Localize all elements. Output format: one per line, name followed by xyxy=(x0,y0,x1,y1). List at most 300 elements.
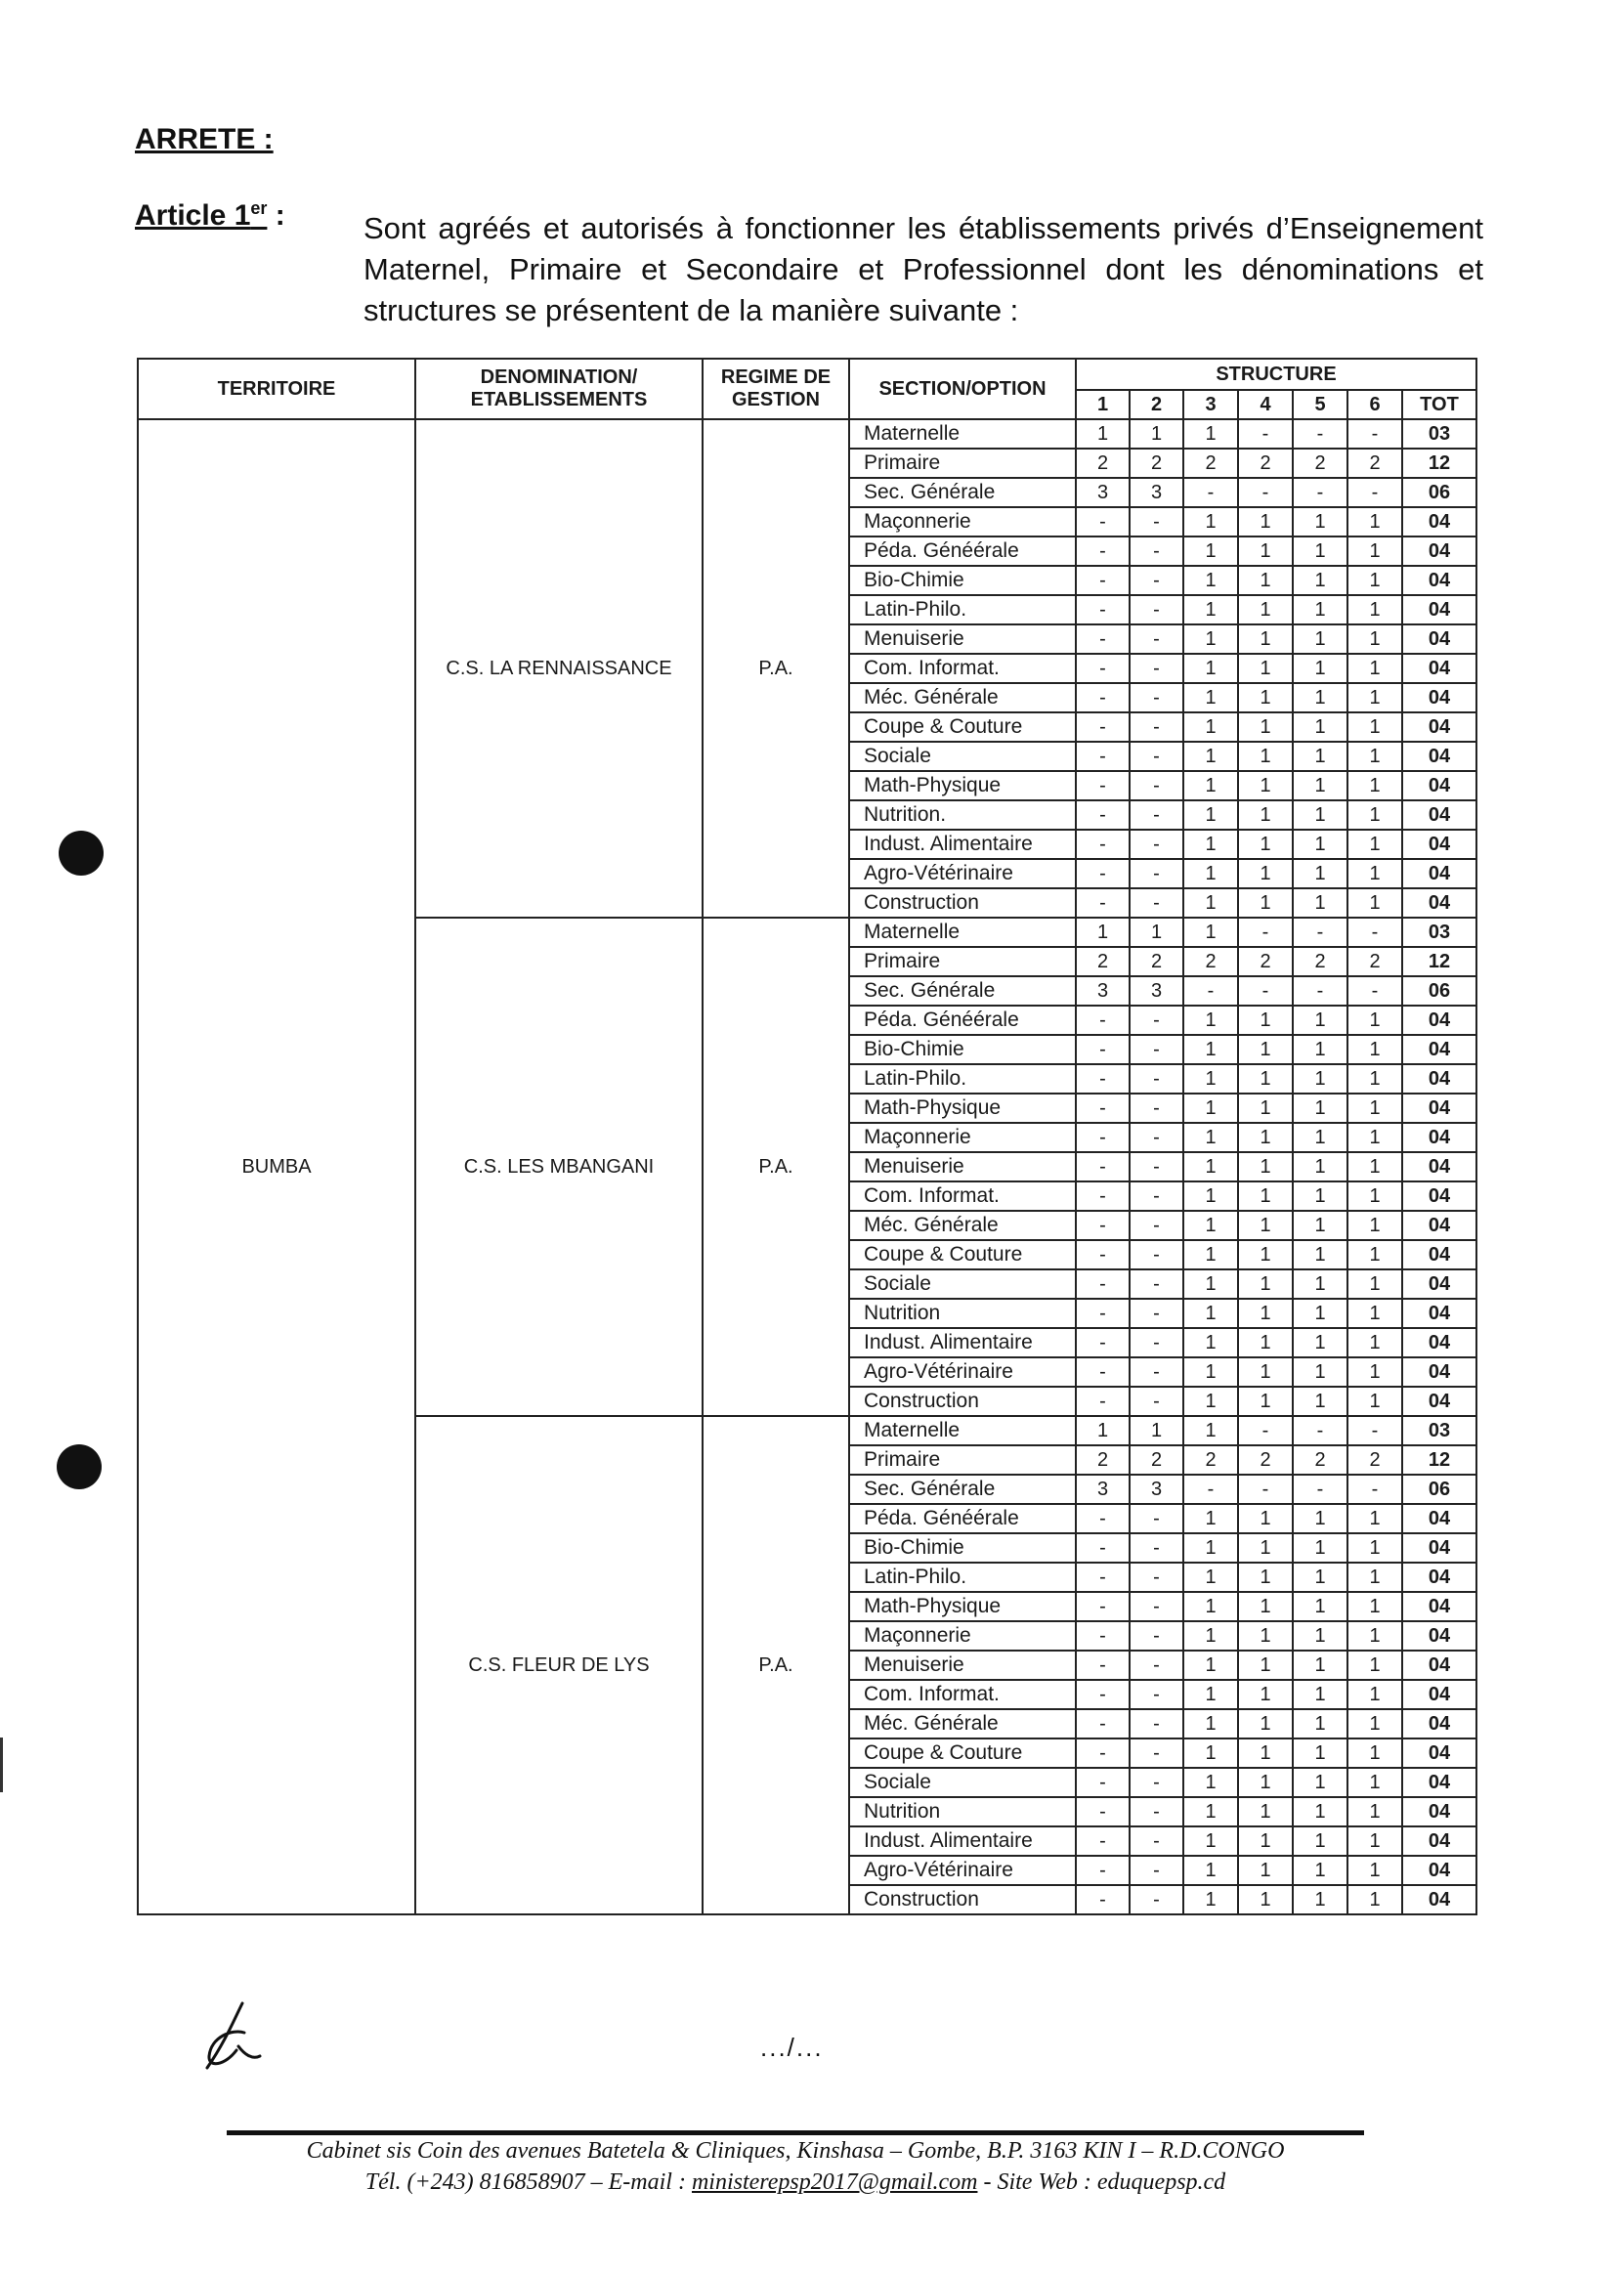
structure-cell: - xyxy=(1076,1621,1130,1651)
header-col-1: 1 xyxy=(1076,390,1130,419)
structure-cell: 1 xyxy=(1238,1357,1293,1387)
structure-cell: - xyxy=(1347,1416,1402,1445)
structure-cell: 1 xyxy=(1293,595,1347,624)
total-cell: 04 xyxy=(1402,595,1476,624)
section-option-cell: Agro-Vétérinaire xyxy=(849,1856,1076,1885)
structure-cell: - xyxy=(1076,1826,1130,1856)
total-cell: 06 xyxy=(1402,478,1476,507)
structure-cell: 1 xyxy=(1183,1738,1238,1768)
structure-cell: 1 xyxy=(1183,1680,1238,1709)
structure-cell: 1 xyxy=(1183,1768,1238,1797)
structure-cell: 1 xyxy=(1347,566,1402,595)
structure-cell: 1 xyxy=(1347,507,1402,537)
total-cell: 04 xyxy=(1402,1181,1476,1211)
section-option-cell: Coupe & Couture xyxy=(849,1240,1076,1269)
structure-cell: - xyxy=(1293,976,1347,1006)
total-cell: 04 xyxy=(1402,624,1476,654)
total-cell: 04 xyxy=(1402,1709,1476,1738)
structure-cell: - xyxy=(1076,566,1130,595)
structure-cell: 1 xyxy=(1293,1621,1347,1651)
structure-cell: 1 xyxy=(1347,1504,1402,1533)
structure-cell: - xyxy=(1130,1504,1183,1533)
structure-cell: - xyxy=(1293,478,1347,507)
structure-cell: - xyxy=(1238,1416,1293,1445)
structure-cell: 1 xyxy=(1293,1152,1347,1181)
structure-cell: - xyxy=(1130,742,1183,771)
structure-cell: 1 xyxy=(1347,1094,1402,1123)
total-cell: 04 xyxy=(1402,1094,1476,1123)
structure-cell: - xyxy=(1347,478,1402,507)
structure-cell: 1 xyxy=(1183,1357,1238,1387)
structure-cell: 2 xyxy=(1076,947,1130,976)
structure-cell: 1 xyxy=(1347,1592,1402,1621)
structure-cell: - xyxy=(1130,1269,1183,1299)
section-option-cell: Agro-Vétérinaire xyxy=(849,859,1076,888)
structure-cell: - xyxy=(1347,976,1402,1006)
section-option-cell: Maternelle xyxy=(849,918,1076,947)
structure-cell: 1 xyxy=(1183,830,1238,859)
structure-cell: - xyxy=(1130,1651,1183,1680)
section-option-cell: Bio-Chimie xyxy=(849,566,1076,595)
structure-cell: - xyxy=(1076,1357,1130,1387)
schools-table xyxy=(137,358,1477,1915)
structure-cell: - xyxy=(1130,654,1183,683)
total-cell: 04 xyxy=(1402,1885,1476,1914)
structure-cell: - xyxy=(1076,1006,1130,1035)
structure-cell: 1 xyxy=(1183,712,1238,742)
structure-cell: - xyxy=(1130,624,1183,654)
structure-cell: 1 xyxy=(1293,1563,1347,1592)
structure-cell: 1 xyxy=(1347,1680,1402,1709)
structure-cell: 1 xyxy=(1293,830,1347,859)
structure-cell: 1 xyxy=(1238,1328,1293,1357)
section-option-cell: Nutrition. xyxy=(849,800,1076,830)
structure-cell: 1 xyxy=(1347,1563,1402,1592)
section-option-cell: Sociale xyxy=(849,1269,1076,1299)
structure-cell: 1 xyxy=(1183,742,1238,771)
structure-cell: - xyxy=(1076,1211,1130,1240)
structure-cell: - xyxy=(1076,507,1130,537)
structure-cell: 1 xyxy=(1183,1885,1238,1914)
structure-cell: 1 xyxy=(1347,654,1402,683)
structure-cell: 1 xyxy=(1238,1592,1293,1621)
header-territoire: TERRITOIRE xyxy=(138,359,415,419)
total-cell: 12 xyxy=(1402,947,1476,976)
structure-cell: 1 xyxy=(1076,419,1130,449)
structure-cell: 1 xyxy=(1183,1563,1238,1592)
structure-cell: 1 xyxy=(1238,1621,1293,1651)
structure-cell: 1 xyxy=(1347,1357,1402,1387)
structure-cell: - xyxy=(1130,771,1183,800)
structure-cell: 1 xyxy=(1238,1269,1293,1299)
structure-cell: 1 xyxy=(1238,654,1293,683)
structure-cell: 1 xyxy=(1347,537,1402,566)
section-option-cell: Bio-Chimie xyxy=(849,1035,1076,1064)
structure-cell: - xyxy=(1130,1826,1183,1856)
structure-cell: 3 xyxy=(1130,478,1183,507)
total-cell: 04 xyxy=(1402,1651,1476,1680)
structure-cell: - xyxy=(1130,1299,1183,1328)
section-option-cell: Construction xyxy=(849,888,1076,918)
total-cell: 04 xyxy=(1402,1533,1476,1563)
structure-cell: 1 xyxy=(1183,1006,1238,1035)
structure-cell: 1 xyxy=(1183,1504,1238,1533)
structure-cell: - xyxy=(1238,976,1293,1006)
structure-cell: 1 xyxy=(1238,1240,1293,1269)
section-option-cell: Maternelle xyxy=(849,1416,1076,1445)
total-cell: 04 xyxy=(1402,1504,1476,1533)
structure-cell: - xyxy=(1076,1387,1130,1416)
structure-cell: 1 xyxy=(1183,1621,1238,1651)
section-option-cell: Latin-Philo. xyxy=(849,1563,1076,1592)
structure-cell: - xyxy=(1076,1064,1130,1094)
footer-contact xyxy=(227,2169,1364,2196)
section-option-cell: Latin-Philo. xyxy=(849,1064,1076,1094)
total-cell: 04 xyxy=(1402,507,1476,537)
structure-cell: 1 xyxy=(1347,800,1402,830)
section-option-cell: Math-Physique xyxy=(849,1094,1076,1123)
structure-cell: 1 xyxy=(1238,1563,1293,1592)
section-option-cell: Maçonnerie xyxy=(849,507,1076,537)
structure-cell: 2 xyxy=(1183,449,1238,478)
structure-cell: - xyxy=(1076,1299,1130,1328)
section-option-cell: Sociale xyxy=(849,742,1076,771)
structure-cell: 1 xyxy=(1293,654,1347,683)
structure-cell: 3 xyxy=(1076,976,1130,1006)
structure-cell: 1 xyxy=(1238,1533,1293,1563)
total-cell: 04 xyxy=(1402,830,1476,859)
structure-cell: 1 xyxy=(1293,1299,1347,1328)
structure-cell: - xyxy=(1130,1035,1183,1064)
total-cell: 04 xyxy=(1402,1768,1476,1797)
section-option-cell: Méc. Générale xyxy=(849,683,1076,712)
header-col-tot: TOT xyxy=(1402,390,1476,419)
total-cell: 04 xyxy=(1402,1240,1476,1269)
structure-cell: 1 xyxy=(1347,1181,1402,1211)
total-cell: 04 xyxy=(1402,654,1476,683)
structure-cell: 1 xyxy=(1293,1181,1347,1211)
section-option-cell: Péda. Généérale xyxy=(849,1504,1076,1533)
structure-cell: 2 xyxy=(1130,449,1183,478)
structure-cell: 2 xyxy=(1076,1445,1130,1475)
structure-cell: 1 xyxy=(1183,507,1238,537)
section-option-cell: Maternelle xyxy=(849,419,1076,449)
structure-cell: 1 xyxy=(1238,1094,1293,1123)
structure-cell: 1 xyxy=(1347,1328,1402,1357)
structure-cell: 1 xyxy=(1238,1651,1293,1680)
structure-cell: 1 xyxy=(1293,1123,1347,1152)
structure-cell: 1 xyxy=(1293,1680,1347,1709)
structure-cell: - xyxy=(1130,1680,1183,1709)
section-option-cell: Com. Informat. xyxy=(849,654,1076,683)
structure-cell: 1 xyxy=(1238,1181,1293,1211)
structure-cell: - xyxy=(1130,859,1183,888)
structure-cell: - xyxy=(1076,1123,1130,1152)
structure-cell: 1 xyxy=(1183,1299,1238,1328)
structure-cell: 1 xyxy=(1238,1064,1293,1094)
structure-cell: 2 xyxy=(1238,1445,1293,1475)
structure-cell: 1 xyxy=(1347,830,1402,859)
structure-cell: 1 xyxy=(1347,1797,1402,1826)
total-cell: 04 xyxy=(1402,1064,1476,1094)
structure-cell: 1 xyxy=(1238,566,1293,595)
structure-cell: - xyxy=(1076,1094,1130,1123)
structure-cell: 1 xyxy=(1293,624,1347,654)
structure-cell: - xyxy=(1076,1533,1130,1563)
total-cell: 03 xyxy=(1402,419,1476,449)
structure-cell: 1 xyxy=(1238,507,1293,537)
structure-cell: 1 xyxy=(1238,624,1293,654)
structure-cell: 1 xyxy=(1347,595,1402,624)
margin-mark xyxy=(0,1738,3,1792)
structure-cell: 1 xyxy=(1347,1709,1402,1738)
structure-cell: - xyxy=(1130,1328,1183,1357)
total-cell: 04 xyxy=(1402,1328,1476,1357)
structure-cell: 1 xyxy=(1293,1856,1347,1885)
structure-cell: - xyxy=(1076,595,1130,624)
structure-cell: - xyxy=(1076,654,1130,683)
structure-cell: 1 xyxy=(1293,1387,1347,1416)
structure-cell: - xyxy=(1130,1387,1183,1416)
header-col-6: 6 xyxy=(1347,390,1402,419)
structure-cell: 1 xyxy=(1238,859,1293,888)
structure-cell: 1 xyxy=(1183,800,1238,830)
structure-cell: 1 xyxy=(1347,712,1402,742)
structure-cell: - xyxy=(1130,507,1183,537)
structure-cell: - xyxy=(1130,1211,1183,1240)
structure-cell: 1 xyxy=(1238,1826,1293,1856)
section-option-cell: Péda. Généérale xyxy=(849,1006,1076,1035)
total-cell: 04 xyxy=(1402,1006,1476,1035)
structure-cell: - xyxy=(1293,419,1347,449)
structure-cell: - xyxy=(1238,1475,1293,1504)
structure-cell: 2 xyxy=(1293,1445,1347,1475)
total-cell: 04 xyxy=(1402,888,1476,918)
section-option-cell: Méc. Générale xyxy=(849,1709,1076,1738)
total-cell: 04 xyxy=(1402,1621,1476,1651)
structure-cell: - xyxy=(1130,1885,1183,1914)
total-cell: 04 xyxy=(1402,566,1476,595)
structure-cell: 1 xyxy=(1347,1621,1402,1651)
territoire-cell: BUMBA xyxy=(138,419,415,1914)
section-option-cell: Menuiserie xyxy=(849,1152,1076,1181)
structure-cell: 1 xyxy=(1293,1035,1347,1064)
structure-cell: 1 xyxy=(1183,1709,1238,1738)
footer-email-link[interactable]: ministerepsp2017@gmail.com xyxy=(691,2169,978,2195)
section-option-cell: Coupe & Couture xyxy=(849,712,1076,742)
structure-cell: - xyxy=(1130,1592,1183,1621)
structure-cell: 1 xyxy=(1238,1211,1293,1240)
article-label xyxy=(135,198,285,233)
structure-cell: 3 xyxy=(1130,1475,1183,1504)
structure-cell: - xyxy=(1183,1475,1238,1504)
footer-phone: Tél. (+243) 816858907 – E-mail : xyxy=(364,2169,692,2195)
structure-cell: - xyxy=(1130,1563,1183,1592)
arrete-heading: ARRETE : xyxy=(135,123,274,155)
structure-cell: 1 xyxy=(1238,800,1293,830)
structure-cell: 2 xyxy=(1130,947,1183,976)
total-cell: 12 xyxy=(1402,449,1476,478)
structure-cell: 1 xyxy=(1293,1826,1347,1856)
structure-cell: 1 xyxy=(1347,1035,1402,1064)
header-col-4: 4 xyxy=(1238,390,1293,419)
structure-cell: 2 xyxy=(1293,947,1347,976)
school-name-cell: C.S. FLEUR DE LYS xyxy=(415,1416,703,1914)
structure-cell: - xyxy=(1130,683,1183,712)
structure-cell: 1 xyxy=(1293,1211,1347,1240)
total-cell: 04 xyxy=(1402,712,1476,742)
structure-cell: - xyxy=(1076,800,1130,830)
structure-cell: - xyxy=(1130,537,1183,566)
structure-cell: 1 xyxy=(1183,918,1238,947)
structure-cell: 1 xyxy=(1293,800,1347,830)
structure-cell: 2 xyxy=(1076,449,1130,478)
structure-cell: - xyxy=(1293,1475,1347,1504)
header-denomination: DENOMINATION/ ETABLISSEMENTS xyxy=(415,359,703,419)
structure-cell: - xyxy=(1130,1064,1183,1094)
structure-cell: 2 xyxy=(1293,449,1347,478)
structure-cell: 1 xyxy=(1183,1211,1238,1240)
structure-cell: 3 xyxy=(1076,1475,1130,1504)
structure-cell: 1 xyxy=(1347,1006,1402,1035)
structure-cell: - xyxy=(1076,1240,1130,1269)
total-cell: 04 xyxy=(1402,1035,1476,1064)
section-option-cell: Latin-Philo. xyxy=(849,595,1076,624)
structure-cell: 1 xyxy=(1347,1738,1402,1768)
structure-cell: 1 xyxy=(1238,1387,1293,1416)
structure-cell: 1 xyxy=(1130,419,1183,449)
header-structure: STRUCTURE xyxy=(1076,359,1476,390)
structure-cell: 1 xyxy=(1347,1064,1402,1094)
section-option-cell: Sec. Générale xyxy=(849,478,1076,507)
structure-cell: - xyxy=(1238,918,1293,947)
total-cell: 04 xyxy=(1402,1592,1476,1621)
structure-cell: 1 xyxy=(1347,1152,1402,1181)
structure-cell: 1 xyxy=(1183,1181,1238,1211)
section-option-cell: Com. Informat. xyxy=(849,1680,1076,1709)
structure-cell: 1 xyxy=(1238,1856,1293,1885)
structure-cell: 1 xyxy=(1183,654,1238,683)
punch-hole xyxy=(59,831,104,876)
structure-cell: 1 xyxy=(1293,1094,1347,1123)
structure-cell: 1 xyxy=(1347,1211,1402,1240)
structure-cell: - xyxy=(1293,918,1347,947)
structure-cell: 1 xyxy=(1183,1592,1238,1621)
structure-cell: - xyxy=(1076,1328,1130,1357)
structure-cell: - xyxy=(1076,624,1130,654)
structure-cell: - xyxy=(1130,1357,1183,1387)
section-option-cell: Com. Informat. xyxy=(849,1181,1076,1211)
structure-cell: 1 xyxy=(1347,1269,1402,1299)
structure-cell: - xyxy=(1347,918,1402,947)
section-option-cell: Primaire xyxy=(849,1445,1076,1475)
structure-cell: - xyxy=(1076,1563,1130,1592)
section-option-cell: Péda. Généérale xyxy=(849,537,1076,566)
section-option-cell: Méc. Générale xyxy=(849,1211,1076,1240)
structure-cell: 1 xyxy=(1347,1651,1402,1680)
structure-cell: 1 xyxy=(1238,683,1293,712)
total-cell: 04 xyxy=(1402,1680,1476,1709)
structure-cell: 2 xyxy=(1347,1445,1402,1475)
structure-cell: 1 xyxy=(1293,537,1347,566)
structure-cell: 1 xyxy=(1183,1416,1238,1445)
section-option-cell: Sec. Générale xyxy=(849,976,1076,1006)
section-option-cell: Indust. Alimentaire xyxy=(849,830,1076,859)
structure-cell: 1 xyxy=(1183,419,1238,449)
structure-cell: 1 xyxy=(1293,566,1347,595)
structure-cell: - xyxy=(1130,1152,1183,1181)
structure-cell: - xyxy=(1238,478,1293,507)
footer-divider xyxy=(227,2130,1364,2135)
section-option-cell: Agro-Vétérinaire xyxy=(849,1357,1076,1387)
section-option-cell: Math-Physique xyxy=(849,771,1076,800)
structure-cell: - xyxy=(1130,1797,1183,1826)
structure-cell: 2 xyxy=(1347,947,1402,976)
total-cell: 06 xyxy=(1402,976,1476,1006)
structure-cell: - xyxy=(1076,683,1130,712)
structure-cell: - xyxy=(1130,1768,1183,1797)
structure-cell: 1 xyxy=(1293,888,1347,918)
section-option-cell: Primaire xyxy=(849,449,1076,478)
structure-cell: 1 xyxy=(1238,771,1293,800)
structure-cell: - xyxy=(1130,595,1183,624)
structure-cell: 1 xyxy=(1183,1152,1238,1181)
structure-cell: 1 xyxy=(1130,1416,1183,1445)
regime-cell: P.A. xyxy=(703,918,849,1416)
section-option-cell: Coupe & Couture xyxy=(849,1738,1076,1768)
total-cell: 04 xyxy=(1402,1299,1476,1328)
total-cell: 06 xyxy=(1402,1475,1476,1504)
structure-cell: 1 xyxy=(1238,742,1293,771)
article-body: Sont agréés et autorisés à fonctionner les établissements privés d’Enseignement Maternel, Primaire et Secondaire et Professionnel dont les dénominations et structures se présentent de la manière suivante : xyxy=(363,211,1483,327)
regime-cell: P.A. xyxy=(703,1416,849,1914)
total-cell: 03 xyxy=(1402,918,1476,947)
structure-cell: 1 xyxy=(1183,1094,1238,1123)
structure-cell: - xyxy=(1130,800,1183,830)
structure-cell: 1 xyxy=(1347,683,1402,712)
structure-cell: 1 xyxy=(1183,1387,1238,1416)
schools-table-body xyxy=(138,419,1476,1914)
structure-cell: 1 xyxy=(1238,830,1293,859)
structure-cell: 1 xyxy=(1293,1269,1347,1299)
structure-cell: 1 xyxy=(1238,1152,1293,1181)
structure-cell: 1 xyxy=(1238,1738,1293,1768)
regime-cell: P.A. xyxy=(703,419,849,918)
structure-cell: - xyxy=(1076,1885,1130,1914)
structure-cell: - xyxy=(1076,1768,1130,1797)
structure-cell: - xyxy=(1076,1709,1130,1738)
structure-cell: 1 xyxy=(1183,683,1238,712)
structure-cell: 2 xyxy=(1183,1445,1238,1475)
section-option-cell: Construction xyxy=(849,1387,1076,1416)
footer-website: - Site Web : eduquepsp.cd xyxy=(977,2169,1226,2195)
structure-cell: 1 xyxy=(1183,1240,1238,1269)
structure-cell: - xyxy=(1130,1621,1183,1651)
structure-cell: 1 xyxy=(1293,1504,1347,1533)
structure-cell: - xyxy=(1130,1006,1183,1035)
section-option-cell: Indust. Alimentaire xyxy=(849,1826,1076,1856)
total-cell: 04 xyxy=(1402,1856,1476,1885)
structure-cell: 1 xyxy=(1347,624,1402,654)
structure-cell: 2 xyxy=(1183,947,1238,976)
structure-cell: - xyxy=(1076,1504,1130,1533)
structure-cell: 1 xyxy=(1238,712,1293,742)
structure-cell: - xyxy=(1076,1269,1130,1299)
structure-cell: 3 xyxy=(1130,976,1183,1006)
structure-cell: 2 xyxy=(1347,449,1402,478)
structure-cell: 1 xyxy=(1347,859,1402,888)
structure-cell: 1 xyxy=(1183,1269,1238,1299)
